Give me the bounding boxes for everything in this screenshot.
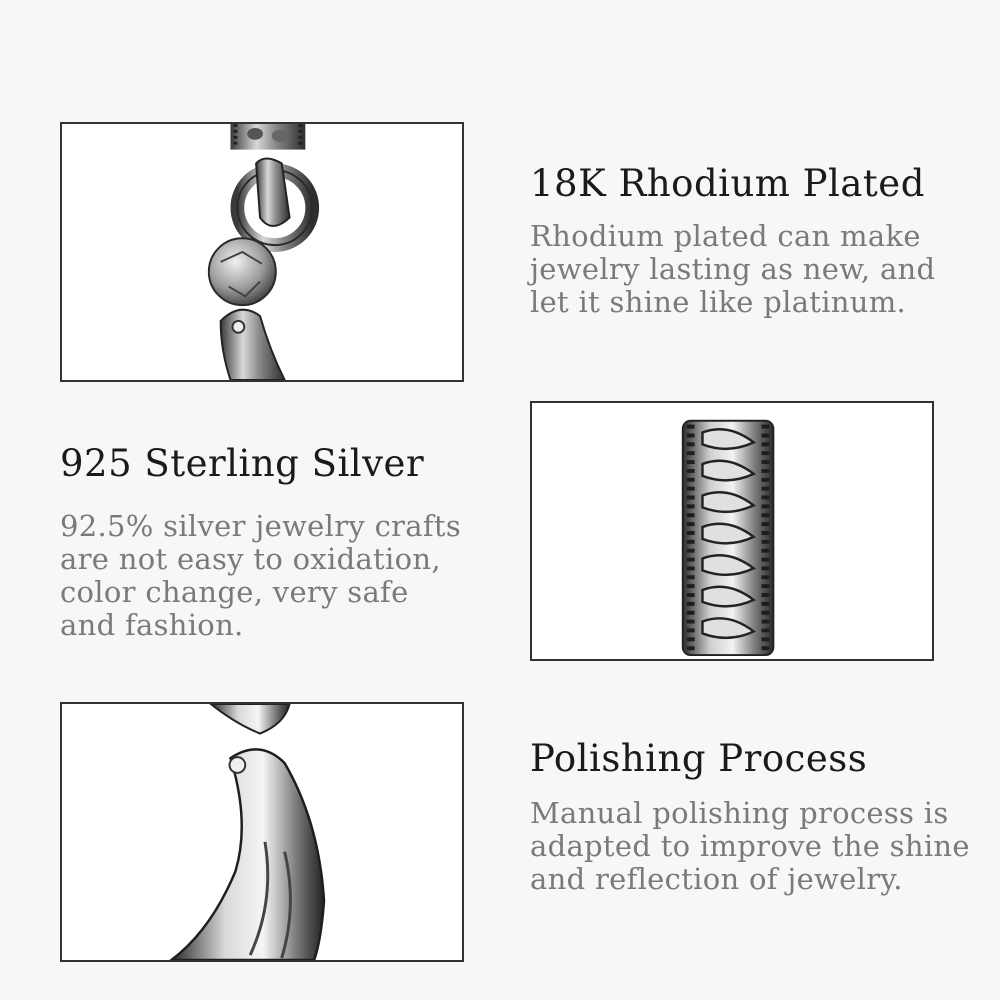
description-line: 92.5% silver jewelry crafts [60,509,462,543]
feature-description-rhodium [530,220,935,319]
clasp-closeup-image [62,124,462,380]
band-closeup-image [532,403,932,659]
detail-image-polished [60,702,464,962]
feature-title-sterling-silver: 925 Sterling Silver [60,442,425,485]
description-line: adapted to improve the shine [530,829,970,863]
description-line: and reflection of jewelry. [530,862,903,896]
description-line: jewelry lasting as new, and [530,252,936,286]
description-line: let it shine like platinum. [530,285,907,319]
feature-title-polishing: Polishing Process [530,737,868,780]
description-line: Rhodium plated can make [530,219,921,253]
feature-description-polishing [530,797,970,896]
description-line: and fashion. [60,608,244,642]
feature-title-rhodium: 18K Rhodium Plated [530,162,925,205]
polished-closeup-image [62,704,462,960]
detail-image-band [530,401,934,661]
feature-description-sterling-silver [60,510,461,642]
description-line: are not easy to oxidation, [60,542,441,576]
description-line: Manual polishing process is [530,796,949,830]
description-line: color change, very safe [60,575,409,609]
detail-image-clasp [60,122,464,382]
